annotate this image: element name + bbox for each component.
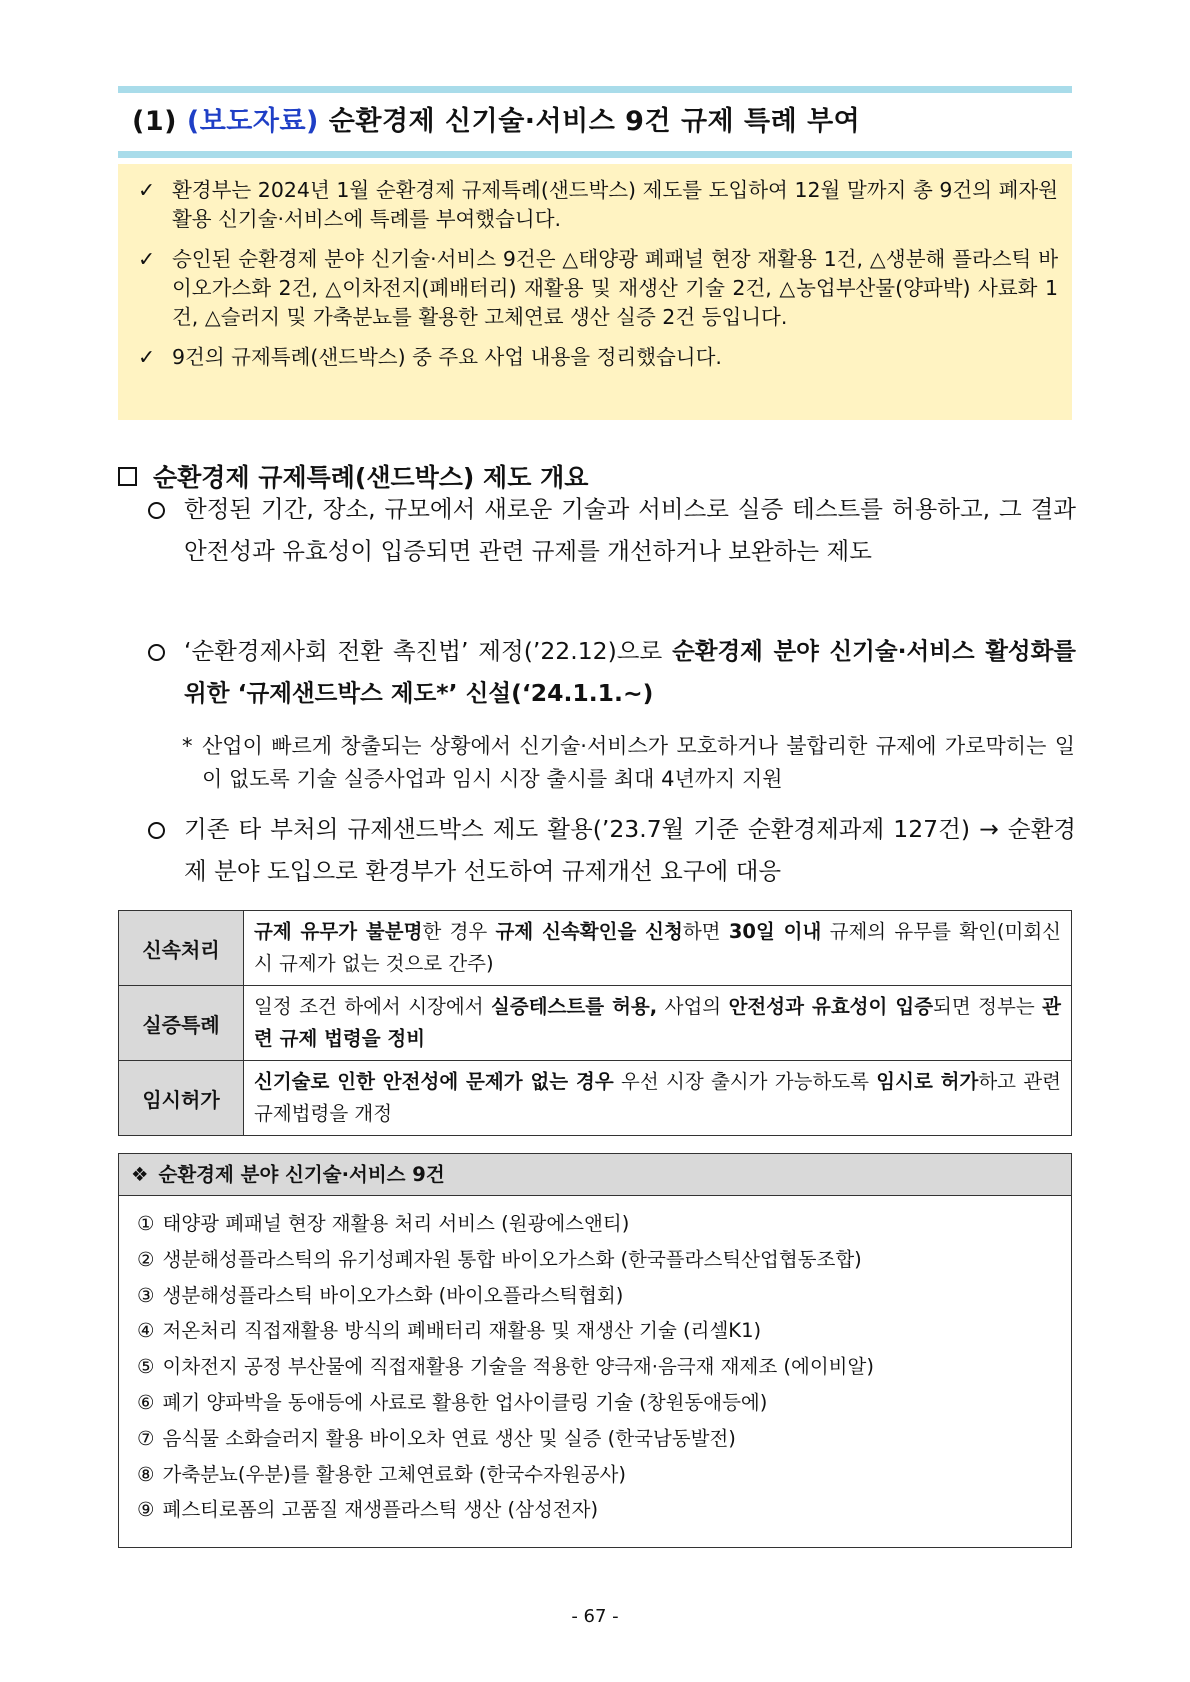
list-item-number: ⑥ [137,1390,155,1414]
list-item [137,1206,1071,1242]
definition-text-part: 하면 [682,920,729,943]
definition-text-bold: 실증테스트를 허용, [491,995,658,1018]
bullet-text: 기존 타 부처의 규제샌드박스 제도 활용(’23.7월 기준 순환경제과제 127건) → 순환경제 분야 도입으로 환경부가 선도하여 규제개선 요구에 대응 [184,815,1076,885]
list-item [137,1421,1071,1457]
circle-bullet-icon [148,502,165,519]
check-icon: ✓ [138,247,156,271]
list-item-text: 음식물 소화슬러지 활용 바이오차 연료 생산 및 실증 (한국남동발전) [162,1426,736,1450]
services-list-box [118,1153,1072,1548]
definition-text-bold: 관련 규제 법령을 정비 [254,995,1061,1050]
bullet-text: 한정된 기간, 장소, 규모에서 새로운 기술과 서비스로 실증 테스트를 허용하고, 그 결과 안전성과 유효성이 입증되면 관련 규제를 개선하거나 보완하는 제도 [184,495,1076,565]
definition-text-part: 우선 시장 출시가 가능하도록 [613,1070,877,1093]
title-bottom-bar [118,151,1072,158]
title-number: (1) [132,106,177,137]
diamond-bullet-icon: ❖ [131,1163,149,1186]
definition-text-bold: 신기술로 인한 안전성에 문제가 없는 경우 [254,1070,614,1093]
definition-text-part: 한 경우 [422,920,496,943]
definition-row [119,1061,1072,1136]
definitions-table [118,910,1072,1136]
list-item-text: 생분해성플라스틱 바이오가스화 (바이오플라스틱협회) [162,1283,624,1307]
definition-text-bold: 30일 이내 [728,920,822,943]
summary-item [132,245,1058,332]
bullet-item [148,808,1076,892]
title-tag: (보도자료) [186,106,319,137]
list-item [137,1457,1071,1493]
list-item-number: ④ [137,1319,155,1343]
definition-row [119,986,1072,1061]
page-title [118,93,1072,151]
list-item [137,1313,1071,1349]
list-item-text: 폐스티로폼의 고품질 재생플라스틱 생산 (삼성전자) [162,1498,599,1522]
title-block [118,86,1072,158]
list-items [119,1196,1071,1528]
definition-text-part: 사업의 [657,995,729,1018]
list-item-text: 폐기 양파박을 동애등에 사료로 활용한 업사이클링 기술 (창원동애등에) [162,1390,768,1414]
list-item [137,1278,1071,1314]
section-heading-text: 순환경제 규제특례(샌드박스) 제도 개요 [153,463,589,492]
circle-bullet-icon [148,644,165,661]
definition-text-part: 규제의 유무를 확인(미회신 시 규제가 없는 것으로 간주) [254,920,1062,975]
definition-row [119,911,1072,986]
summary-box [118,164,1072,420]
list-item-text: 생분해성플라스틱의 유기성폐자원 통합 바이오가스화 (한국플라스틱산업협동조합) [162,1247,862,1271]
list-item [137,1349,1071,1385]
list-item-number: ⑧ [137,1462,155,1486]
list-item-number: ⑤ [137,1355,155,1379]
check-icon: ✓ [138,345,156,369]
definition-text-part: 일정 조건 하에서 시장에서 [254,995,492,1018]
definition-text-part: 하고 관련 규제법령을 개정 [254,1070,1061,1125]
list-item [137,1242,1071,1278]
bullet-item [148,488,1076,572]
footnote [182,730,1075,796]
asterisk-mark: * [182,734,193,758]
page-number: - 67 - [571,1606,619,1627]
summary-item [132,176,1058,234]
summary-text: 환경부는 2024년 1월 순환경제 규제특례(샌드박스) 제도를 도입하여 12월 말까지 총 9건의 폐자원 활용 신기술·서비스에 특례를 부여했습니다. [172,178,1058,231]
list-item-number: ⑦ [137,1426,155,1450]
definition-text [244,986,1072,1061]
summary-text: 승인된 순환경제 분야 신기술·서비스 9건은 △태양광 폐패널 현장 재활용 1건, △생분해 플라스틱 바이오가스화 2건, △이차전지(폐배터리) 재활용 및 재생산 기술 2건, △농업부산물(양파박) 사료화 1건, △슬러지 및 가축분뇨를 활용한 고체연료 생산 실증 2건 등입니다. [172,247,1058,329]
footnote-text: 산업이 빠르게 창출되는 상황에서 신기술·서비스가 모호하거나 불합리한 규제에 가로막히는 일이 없도록 기술 실증사업과 임시 시장 출시를 최대 4년까지 지원 [202,734,1075,791]
list-item [137,1492,1071,1528]
bullet-text: ‘순환경제사회 전환 촉진법’ 제정(’22.12)으로 [184,637,673,665]
list-item-number: ⑨ [137,1498,155,1522]
definition-text-bold: 임시로 허가 [876,1070,979,1093]
summary-text: 9건의 규제특례(샌드박스) 중 주요 사업 내용을 정리했습니다. [172,345,722,369]
definition-text-bold: 안전성과 유효성이 입증 [728,995,934,1018]
list-header [119,1154,1071,1196]
check-icon: ✓ [138,178,156,202]
definition-label: 임시허가 [119,1061,244,1136]
definition-text-part: 되면 정부는 [933,995,1043,1018]
list-heading: 순환경제 분야 신기술·서비스 9건 [158,1163,445,1186]
list-item [137,1385,1071,1421]
list-item-number: ② [137,1247,155,1271]
list-item-number: ③ [137,1283,155,1307]
title-top-bar [118,86,1072,93]
definition-text [244,1061,1072,1136]
definition-text-bold: 규제 신속확인을 신청 [495,920,683,943]
summary-item [132,343,1058,372]
title-text: 순환경제 신기술·서비스 9건 규제 특례 부여 [328,106,861,137]
list-item-text: 저온처리 직접재활용 방식의 폐배터리 재활용 및 재생산 기술 (리셀K1) [162,1319,762,1343]
bullet-text-bold: 순환경제 분야 신기술·서비스 활성화를 위한 ‘규제샌드박스 제도*’ 신설(‘24.1.1.~) [184,637,1077,707]
circle-bullet-icon [148,822,165,839]
definition-label: 실증특례 [119,986,244,1061]
definition-label: 신속처리 [119,911,244,986]
list-item-text: 태양광 폐패널 현장 재활용 처리 서비스 (원광에스앤티) [162,1212,630,1235]
square-bullet-icon [118,467,137,486]
bullet-item [148,630,1076,714]
list-item-text: 가축분뇨(우분)를 활용한 고체연료화 (한국수자원공사) [162,1462,626,1486]
list-item-number: ① [137,1212,155,1235]
definition-text [244,911,1072,986]
list-item-text: 이차전지 공정 부산물에 직접재활용 기술을 적용한 양극재·음극재 재제조 (에이비알) [162,1355,874,1379]
definition-text-bold: 규제 유무가 불분명 [254,920,423,943]
